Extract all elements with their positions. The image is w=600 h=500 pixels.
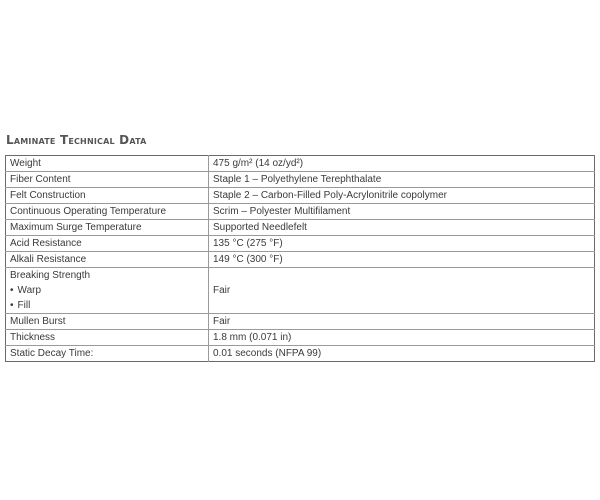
row-label: Maximum Surge Temperature [6, 220, 209, 236]
row-label: Breaking Strength [10, 270, 91, 281]
row-value: 475 g/m² (14 oz/yd²) [213, 158, 304, 169]
technical-data-table [5, 155, 595, 362]
row-sublabel-fill: • Fill [10, 298, 208, 313]
row-label: Continuous Operating Temperature [6, 204, 209, 220]
document-title: Laminate Technical Data [6, 133, 147, 147]
row-label: Weight [6, 156, 209, 172]
row-value: Fair [209, 314, 595, 330]
row-label: Static Decay Time: [6, 346, 209, 362]
table-row [6, 204, 595, 220]
row-value: Supported Needlefelt [209, 220, 595, 236]
row-label: Mullen Burst [6, 314, 209, 330]
row-value: 1.8 mm (0.071 in) [209, 330, 595, 346]
row-label-multiline [6, 268, 209, 314]
row-value: 135 °C (275 °F) [209, 236, 595, 252]
table-row [6, 172, 595, 188]
table-row [6, 330, 595, 346]
row-value: 149 °C (300 °F) [209, 252, 595, 268]
row-value: Scrim – Polyester Multifilament [209, 204, 595, 220]
table-row [6, 314, 595, 330]
table-row [6, 268, 595, 314]
row-label: Fiber Content [6, 172, 209, 188]
table-row [6, 220, 595, 236]
row-label: Felt Construction [6, 188, 209, 204]
row-label: Acid Resistance [6, 236, 209, 252]
row-label: Thickness [6, 330, 209, 346]
row-value: Staple 1 – Polyethylene Terephthalate [209, 172, 595, 188]
table-row [6, 252, 595, 268]
row-sublabel-warp: • Warp [10, 283, 208, 298]
table-row [6, 156, 595, 172]
table-row [6, 236, 595, 252]
row-label: Alkali Resistance [6, 252, 209, 268]
table-row [6, 188, 595, 204]
row-value: Fair [209, 268, 595, 314]
row-value: Staple 2 – Carbon-Filled Poly-Acrylonitrile copolymer [209, 188, 595, 204]
table-row [6, 346, 595, 362]
row-value: 0.01 seconds (NFPA 99) [209, 346, 595, 362]
